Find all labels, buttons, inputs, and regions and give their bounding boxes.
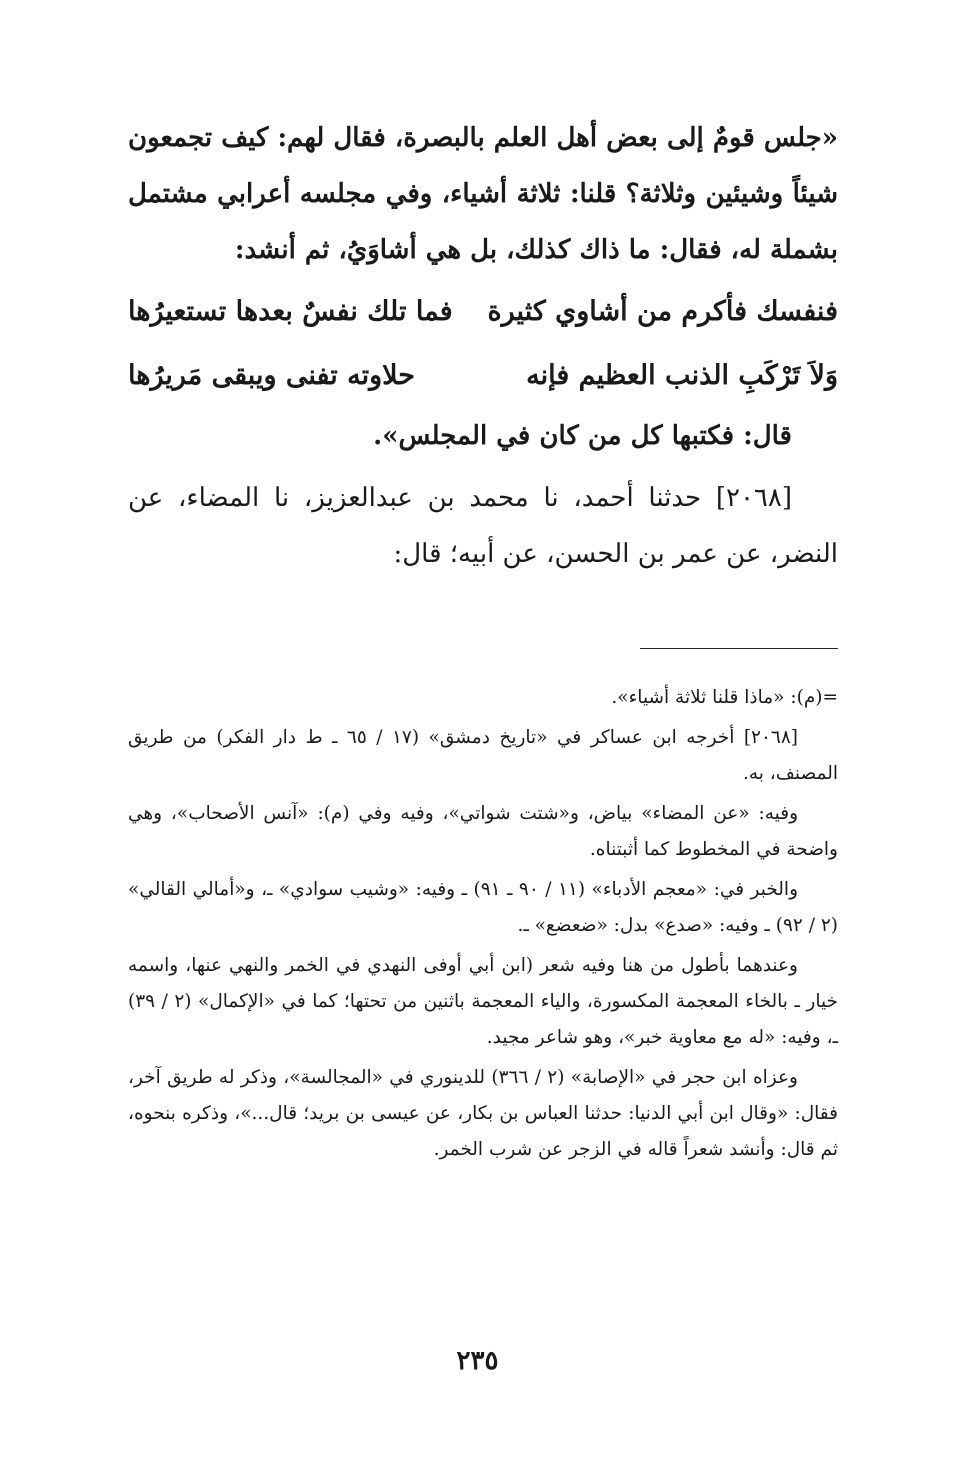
verse-first-hemistich: وَلاَ تَرْكَبِ الذنب العظيم فإنه (526, 360, 838, 391)
main-text (128, 110, 838, 582)
footnote-divider (640, 648, 838, 649)
closing-line: قال: فكتبها كل من كان في المجلس». (373, 421, 792, 451)
footnote: =(م): «ماذا قلنا ثلاثة أشياء». (611, 687, 838, 708)
isnad-paragraph: [٢٠٦٨] حدثنا أحمد، نا محمد بن عبدالعزيز، نا المضاء، عن النضر، عن عمر بن الحسن، عن أبيه؛ قال: (128, 483, 838, 569)
verse-second-hemistich: فما تلك نفسٌ بعدها تستعيرُها (128, 296, 453, 327)
footnote: والخبر في: «معجم الأدباء» (١١ / ٩٠ ـ ٩١) ـ وفيه: «وشيب سوادي» ـ، و«أمالي القالي» (٢ / ٩٢) ـ وفيه: «صدع» بدل: «ضعضع» ـ. (128, 879, 838, 936)
verse-line (128, 346, 838, 406)
verse-line (128, 282, 838, 342)
footnote: وفيه: «عن المضاء» بياض، و«شتت شواتي»، وفيه وفي (م): «آنس الأصحاب»، وهي واضحة في المخطوط كما أثبتناه. (128, 803, 838, 860)
main-paragraph: «جلس قومٌ إلى بعض أهل العلم بالبصرة، فقال لهم: كيف تجمعون شيئاً وشيئين وثلاثة؟ قلنا: ثلاثة أشياء، وفي مجلسه أعرابي مشتمل بشملة له، فقال: ما ذاك كذلك، بل هي أشاوَيُ، ثم أنشد: (128, 123, 838, 265)
footnote: وعزاه ابن حجر في «الإصابة» (٢ / ٣٦٦) للدينوري في «المجالسة»، وذكر له طريق آخر، فقال: «وقال ابن أبي الدنيا: حدثنا العباس بن بكار، عن عيسى بن بريد؛ قال...»، وذكره بنحوه، ثم قال: وأنشد شعراً قاله في الزجر عن شرب الخمر. (128, 1067, 838, 1160)
verse-second-hemistich: حلاوته تفنى ويبقى مَريرُها (128, 360, 415, 391)
page-number: ٢٣٥ (456, 1346, 499, 1376)
footnote: [٢٠٦٨] أخرجه ابن عساكر في «تاريخ دمشق» (١٧ / ٦٥ ـ ط دار الفكر) من طريق المصنف، به. (128, 727, 838, 784)
footnote: وعندهما بأطول من هنا وفيه شعر (ابن أبي أوفى النهدي في الخمر والنهي عنها، واسمه خيار ـ بالخاء المعجمة المكسورة، والياء المعجمة باثنين من تحتها؛ كما في «الإكمال» (٢ / ٣٩) ـ، وفيه: «له مع معاوية خبر»، وهو شاعر مجيد. (128, 955, 838, 1048)
verse-first-hemistich: فنفسك فأكرم من أشاوي كثيرة (487, 296, 838, 327)
footnotes (128, 680, 838, 1172)
